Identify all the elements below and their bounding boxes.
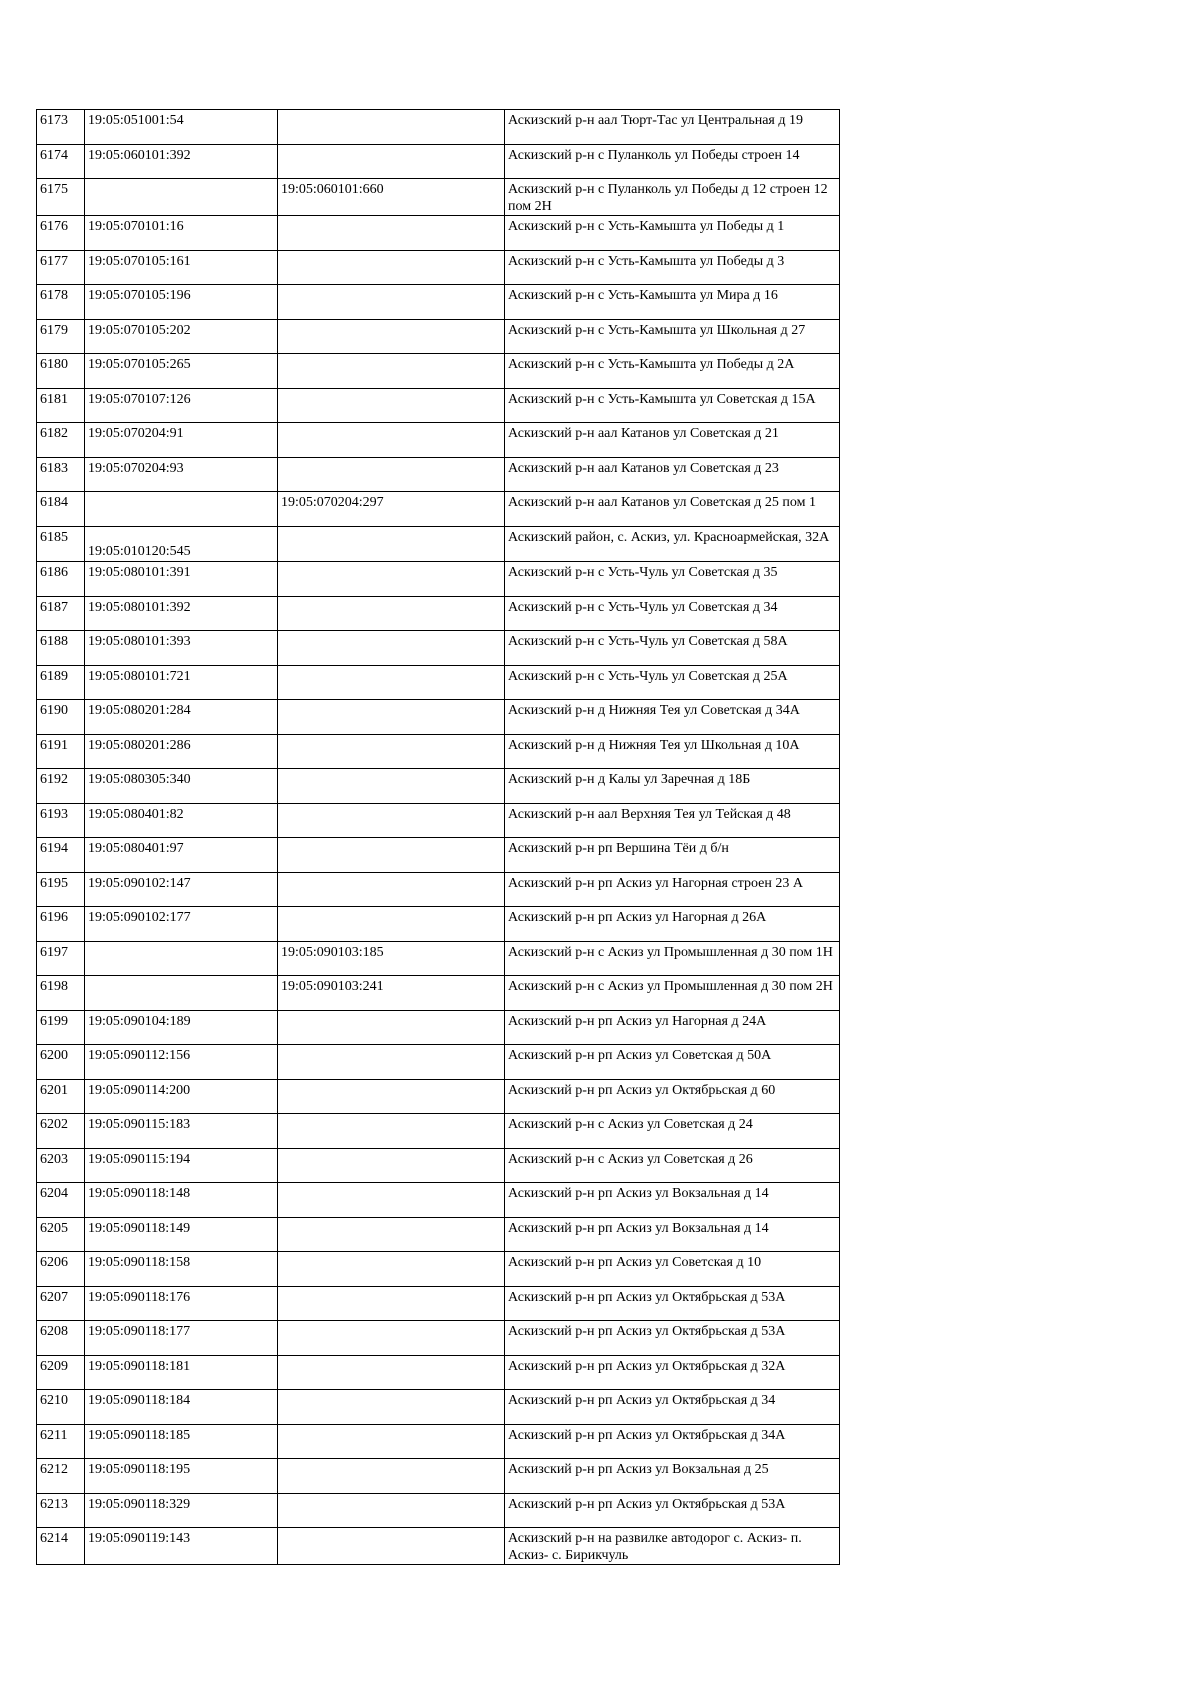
table-row — [37, 250, 840, 285]
address-cell: Аскизский район, с. Аскиз, ул. Красноармейская, 32А — [505, 526, 840, 562]
cadastral-number-cell: 19:05:060101:392 — [85, 144, 278, 179]
address-cell: Аскизский р-н с Пуланколь ул Победы д 12 строен 12 пом 2Н — [505, 179, 840, 216]
address-cell: Аскизский р-н с Усть-Чуль ул Советская д 58А — [505, 631, 840, 666]
table-row — [37, 388, 840, 423]
room-cadastral-cell: 19:05:070204:297 — [278, 492, 505, 527]
room-cadastral-cell — [278, 907, 505, 942]
table-row — [37, 144, 840, 179]
row-number-cell: 6214 — [37, 1528, 85, 1565]
table-row — [37, 1148, 840, 1183]
cadastral-number-cell: 19:05:070105:265 — [85, 354, 278, 389]
row-number-cell: 6207 — [37, 1286, 85, 1321]
row-number-cell: 6178 — [37, 285, 85, 320]
room-cadastral-cell — [278, 1217, 505, 1252]
table-row — [37, 1390, 840, 1425]
room-cadastral-cell — [278, 838, 505, 873]
room-cadastral-cell — [278, 285, 505, 320]
address-cell: Аскизский р-н рп Аскиз ул Советская д 50А — [505, 1045, 840, 1080]
table-row — [37, 976, 840, 1011]
row-number-cell: 6195 — [37, 872, 85, 907]
room-cadastral-cell — [278, 354, 505, 389]
table-row — [37, 492, 840, 527]
row-number-cell: 6189 — [37, 665, 85, 700]
cadastral-number-cell: 19:05:070107:126 — [85, 388, 278, 423]
table-row — [37, 1010, 840, 1045]
room-cadastral-cell — [278, 734, 505, 769]
room-cadastral-cell — [278, 1148, 505, 1183]
room-cadastral-cell — [278, 1321, 505, 1356]
cadastral-number-cell: 19:05:051001:54 — [85, 110, 278, 145]
address-cell: Аскизский р-н с Усть-Чуль ул Советская д 34 — [505, 596, 840, 631]
cadastral-number-cell: 19:05:090102:177 — [85, 907, 278, 942]
room-cadastral-cell — [278, 1493, 505, 1528]
cadastral-number-cell — [85, 492, 278, 527]
address-cell: Аскизский р-н с Пуланколь ул Победы строен 14 — [505, 144, 840, 179]
row-number-cell: 6179 — [37, 319, 85, 354]
table-row — [37, 179, 840, 216]
row-number-cell: 6209 — [37, 1355, 85, 1390]
table-row — [37, 1286, 840, 1321]
address-cell: Аскизский р-н д Нижняя Тея ул Советская д 34А — [505, 700, 840, 735]
cadastral-number-cell: 19:05:090118:195 — [85, 1459, 278, 1494]
cadastral-number-cell: 19:05:070204:91 — [85, 423, 278, 458]
address-cell: Аскизский р-н с Аскиз ул Советская д 26 — [505, 1148, 840, 1183]
cadastral-number-cell: 19:05:090118:177 — [85, 1321, 278, 1356]
address-cell: Аскизский р-н рп Аскиз ул Октябрьская д 34 — [505, 1390, 840, 1425]
table-row — [37, 1079, 840, 1114]
room-cadastral-cell — [278, 1459, 505, 1494]
cadastral-number-cell: 19:05:010120:545 — [85, 526, 278, 562]
row-number-cell: 6188 — [37, 631, 85, 666]
cadastral-number-cell: 19:05:080101:392 — [85, 596, 278, 631]
row-number-cell: 6204 — [37, 1183, 85, 1218]
address-cell: Аскизский р-н рп Аскиз ул Советская д 10 — [505, 1252, 840, 1287]
address-cell: Аскизский р-н с Усть-Чуль ул Советская д 25А — [505, 665, 840, 700]
cadastral-number-cell: 19:05:080401:82 — [85, 803, 278, 838]
address-cell: Аскизский р-н с Аскиз ул Промышленная д 30 пом 2Н — [505, 976, 840, 1011]
room-cadastral-cell — [278, 423, 505, 458]
room-cadastral-cell — [278, 562, 505, 597]
room-cadastral-cell — [278, 872, 505, 907]
cadastral-number-cell: 19:05:080401:97 — [85, 838, 278, 873]
cadastral-number-cell: 19:05:090112:156 — [85, 1045, 278, 1080]
row-number-cell: 6210 — [37, 1390, 85, 1425]
cadastral-number-cell: 19:05:090102:147 — [85, 872, 278, 907]
cadastral-number-cell: 19:05:090118:185 — [85, 1424, 278, 1459]
room-cadastral-cell — [278, 388, 505, 423]
registry-table-body — [37, 110, 840, 1565]
cadastral-number-cell: 19:05:080101:393 — [85, 631, 278, 666]
address-cell: Аскизский р-н рп Аскиз ул Нагорная д 24А — [505, 1010, 840, 1045]
cadastral-number-cell: 19:05:080101:391 — [85, 562, 278, 597]
row-number-cell: 6192 — [37, 769, 85, 804]
room-cadastral-cell: 19:05:090103:241 — [278, 976, 505, 1011]
address-cell: Аскизский р-н аал Катанов ул Советская д 21 — [505, 423, 840, 458]
row-number-cell: 6175 — [37, 179, 85, 216]
table-row — [37, 110, 840, 145]
address-cell: Аскизский р-н рп Аскиз ул Вокзальная д 25 — [505, 1459, 840, 1494]
address-cell: Аскизский р-н аал Катанов ул Советская д 23 — [505, 457, 840, 492]
row-number-cell: 6183 — [37, 457, 85, 492]
address-cell: Аскизский р-н на развилке автодорог с. Аскиз- п. Аскиз- с. Бирикчуль — [505, 1528, 840, 1565]
room-cadastral-cell — [278, 1390, 505, 1425]
row-number-cell: 6199 — [37, 1010, 85, 1045]
row-number-cell: 6190 — [37, 700, 85, 735]
address-cell: Аскизский р-н рп Аскиз ул Октябрьская д 34А — [505, 1424, 840, 1459]
row-number-cell: 6191 — [37, 734, 85, 769]
table-row — [37, 562, 840, 597]
row-number-cell: 6177 — [37, 250, 85, 285]
table-row — [37, 596, 840, 631]
cadastral-number-cell: 19:05:070105:202 — [85, 319, 278, 354]
table-row — [37, 1459, 840, 1494]
room-cadastral-cell — [278, 1183, 505, 1218]
table-row — [37, 216, 840, 251]
cadastral-number-cell — [85, 976, 278, 1011]
address-cell: Аскизский р-н рп Аскиз ул Октябрьская д 53А — [505, 1286, 840, 1321]
row-number-cell: 6174 — [37, 144, 85, 179]
address-cell: Аскизский р-н с Усть-Камышта ул Победы д 1 — [505, 216, 840, 251]
table-row — [37, 526, 840, 562]
address-cell: Аскизский р-н с Усть-Камышта ул Победы д 3 — [505, 250, 840, 285]
row-number-cell: 6193 — [37, 803, 85, 838]
row-number-cell: 6194 — [37, 838, 85, 873]
table-row — [37, 907, 840, 942]
table-row — [37, 1252, 840, 1287]
row-number-cell: 6176 — [37, 216, 85, 251]
room-cadastral-cell — [278, 803, 505, 838]
cadastral-number-cell: 19:05:080201:284 — [85, 700, 278, 735]
row-number-cell: 6213 — [37, 1493, 85, 1528]
row-number-cell: 6173 — [37, 110, 85, 145]
room-cadastral-cell: 19:05:060101:660 — [278, 179, 505, 216]
row-number-cell: 6205 — [37, 1217, 85, 1252]
row-number-cell: 6198 — [37, 976, 85, 1011]
room-cadastral-cell — [278, 1114, 505, 1149]
table-row — [37, 700, 840, 735]
table-row — [37, 319, 840, 354]
table-row — [37, 1217, 840, 1252]
row-number-cell: 6197 — [37, 941, 85, 976]
room-cadastral-cell — [278, 700, 505, 735]
cadastral-number-cell: 19:05:090104:189 — [85, 1010, 278, 1045]
address-cell: Аскизский р-н рп Аскиз ул Вокзальная д 14 — [505, 1217, 840, 1252]
address-cell: Аскизский р-н аал Катанов ул Советская д 25 пом 1 — [505, 492, 840, 527]
cadastral-number-cell: 19:05:090114:200 — [85, 1079, 278, 1114]
room-cadastral-cell — [278, 110, 505, 145]
table-row — [37, 803, 840, 838]
row-number-cell: 6206 — [37, 1252, 85, 1287]
address-cell: Аскизский р-н рп Аскиз ул Октябрьская д 60 — [505, 1079, 840, 1114]
table-row — [37, 665, 840, 700]
row-number-cell: 6212 — [37, 1459, 85, 1494]
cadastral-number-cell: 19:05:090115:183 — [85, 1114, 278, 1149]
table-row — [37, 1493, 840, 1528]
cadastral-number-cell: 19:05:080305:340 — [85, 769, 278, 804]
property-registry-table — [36, 109, 840, 1565]
room-cadastral-cell — [278, 1528, 505, 1565]
address-cell: Аскизский р-н рп Аскиз ул Октябрьская д 53А — [505, 1493, 840, 1528]
row-number-cell: 6186 — [37, 562, 85, 597]
cadastral-number-cell: 19:05:090118:181 — [85, 1355, 278, 1390]
table-row — [37, 734, 840, 769]
table-row — [37, 838, 840, 873]
row-number-cell: 6185 — [37, 526, 85, 562]
address-cell: Аскизский р-н рп Аскиз ул Октябрьская д 32А — [505, 1355, 840, 1390]
table-row — [37, 872, 840, 907]
table-row — [37, 1045, 840, 1080]
room-cadastral-cell — [278, 144, 505, 179]
address-cell: Аскизский р-н д Нижняя Тея ул Школьная д 10А — [505, 734, 840, 769]
cadastral-number-cell: 19:05:090118:176 — [85, 1286, 278, 1321]
row-number-cell: 6181 — [37, 388, 85, 423]
cadastral-number-cell: 19:05:090115:194 — [85, 1148, 278, 1183]
cadastral-number-cell: 19:05:090118:329 — [85, 1493, 278, 1528]
address-cell: Аскизский р-н с Усть-Камышта ул Школьная д 27 — [505, 319, 840, 354]
address-cell: Аскизский р-н с Усть-Камышта ул Мира д 16 — [505, 285, 840, 320]
address-cell: Аскизский р-н рп Аскиз ул Нагорная строен 23 А — [505, 872, 840, 907]
room-cadastral-cell — [278, 1252, 505, 1287]
room-cadastral-cell — [278, 631, 505, 666]
address-cell: Аскизский р-н рп Аскиз ул Нагорная д 26А — [505, 907, 840, 942]
cadastral-number-cell: 19:05:070105:196 — [85, 285, 278, 320]
table-row — [37, 1355, 840, 1390]
address-cell: Аскизский р-н аал Верхняя Тея ул Тейская д 48 — [505, 803, 840, 838]
table-row — [37, 941, 840, 976]
table-row — [37, 1528, 840, 1565]
table-row — [37, 285, 840, 320]
room-cadastral-cell — [278, 457, 505, 492]
address-cell: Аскизский р-н с Аскиз ул Советская д 24 — [505, 1114, 840, 1149]
address-cell: Аскизский р-н с Усть-Чуль ул Советская д 35 — [505, 562, 840, 597]
row-number-cell: 6187 — [37, 596, 85, 631]
address-cell: Аскизский р-н д Калы ул Заречная д 18Б — [505, 769, 840, 804]
room-cadastral-cell — [278, 526, 505, 562]
row-number-cell: 6203 — [37, 1148, 85, 1183]
room-cadastral-cell — [278, 1424, 505, 1459]
cadastral-number-cell: 19:05:080101:721 — [85, 665, 278, 700]
row-number-cell: 6211 — [37, 1424, 85, 1459]
table-row — [37, 1183, 840, 1218]
room-cadastral-cell: 19:05:090103:185 — [278, 941, 505, 976]
room-cadastral-cell — [278, 319, 505, 354]
table-row — [37, 1321, 840, 1356]
table-row — [37, 769, 840, 804]
room-cadastral-cell — [278, 1079, 505, 1114]
row-number-cell: 6180 — [37, 354, 85, 389]
room-cadastral-cell — [278, 250, 505, 285]
cadastral-number-cell — [85, 179, 278, 216]
table-row — [37, 1114, 840, 1149]
room-cadastral-cell — [278, 1355, 505, 1390]
room-cadastral-cell — [278, 1045, 505, 1080]
address-cell: Аскизский р-н рп Аскиз ул Вокзальная д 14 — [505, 1183, 840, 1218]
row-number-cell: 6184 — [37, 492, 85, 527]
room-cadastral-cell — [278, 769, 505, 804]
address-cell: Аскизский р-н с Усть-Камышта ул Советская д 15А — [505, 388, 840, 423]
cadastral-number-cell: 19:05:070204:93 — [85, 457, 278, 492]
row-number-cell: 6202 — [37, 1114, 85, 1149]
address-cell: Аскизский р-н рп Аскиз ул Октябрьская д 53А — [505, 1321, 840, 1356]
room-cadastral-cell — [278, 596, 505, 631]
cadastral-number-cell: 19:05:070105:161 — [85, 250, 278, 285]
address-cell: Аскизский р-н с Аскиз ул Промышленная д 30 пом 1Н — [505, 941, 840, 976]
row-number-cell: 6196 — [37, 907, 85, 942]
cadastral-number-cell: 19:05:090119:143 — [85, 1528, 278, 1565]
cadastral-number-cell: 19:05:070101:16 — [85, 216, 278, 251]
room-cadastral-cell — [278, 216, 505, 251]
cadastral-number-cell: 19:05:080201:286 — [85, 734, 278, 769]
room-cadastral-cell — [278, 1286, 505, 1321]
table-row — [37, 457, 840, 492]
address-cell: Аскизский р-н с Усть-Камышта ул Победы д 2А — [505, 354, 840, 389]
cadastral-number-cell: 19:05:090118:148 — [85, 1183, 278, 1218]
cadastral-number-cell — [85, 941, 278, 976]
row-number-cell: 6208 — [37, 1321, 85, 1356]
table-row — [37, 423, 840, 458]
row-number-cell: 6200 — [37, 1045, 85, 1080]
room-cadastral-cell — [278, 1010, 505, 1045]
address-cell: Аскизский р-н рп Вершина Тёи д б/н — [505, 838, 840, 873]
cadastral-number-cell: 19:05:090118:158 — [85, 1252, 278, 1287]
room-cadastral-cell — [278, 665, 505, 700]
row-number-cell: 6201 — [37, 1079, 85, 1114]
row-number-cell: 6182 — [37, 423, 85, 458]
table-row — [37, 631, 840, 666]
cadastral-number-cell: 19:05:090118:184 — [85, 1390, 278, 1425]
address-cell: Аскизский р-н аал Тюрт-Тас ул Центральная д 19 — [505, 110, 840, 145]
table-row — [37, 354, 840, 389]
table-row — [37, 1424, 840, 1459]
cadastral-number-cell: 19:05:090118:149 — [85, 1217, 278, 1252]
